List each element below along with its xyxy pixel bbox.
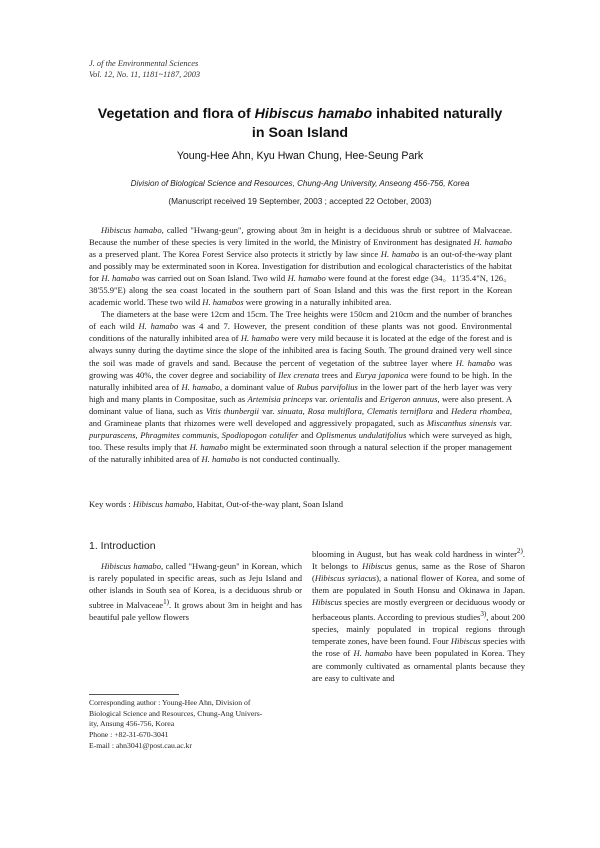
paper-title xyxy=(60,105,540,142)
section-heading-introduction: 1. Introduction xyxy=(89,540,156,552)
footnote-line: Biological Science and Resources, Chung-Ang Univers- xyxy=(89,708,263,718)
corresponding-author-footnote xyxy=(89,698,302,752)
keywords: Key words : Hibiscus hamabo, Habitat, Out-of-the-way plant, Soan Island xyxy=(89,499,343,509)
intro-paragraph-left: Hibiscus hamabo, called "Hwang-geun" in Korean, which is rarely populated in specific areas, such as Jeju Island and other islands in South sea of Korea, is a deciduous shrub or subtree in Malvaceae$^{1)}$. It grows about 3m in height and has beautiful pale yellow flowers xyxy=(89,561,303,623)
intro-paragraph-right: blooming in August, but has weak cold hardness in winter$^{2)}$. It belongs to Hibiscus genus, same as the Rose of Sharon (Hibiscus syriacus), a national flower of Korea, and some of them are populated in South Honsu and Okinawa in Japan. Hibiscus species are mostly evergreen or deciduous woody or herbaceous plants. According to previous studies$^{3)}$, about 200 species, mainly populated in tropical regions through temperate zones, have been found. Four Hibiscus species with the rose of H. hamabo have been populated in Korea. They are commonly cultivated as ornamental plants because they are easy to cultivate and xyxy=(312,547,525,683)
title-line2: in Soan Island xyxy=(251,124,349,141)
manuscript-dates: (Manuscript received 19 September, 2003 ; accepted 22 October, 2003) xyxy=(168,196,432,206)
footnote-phone: Phone : +82-31-670-3041 xyxy=(89,730,169,740)
journal-volume: Vol. 12, No. 11, 1181~1187, 2003 xyxy=(89,70,201,79)
affiliation: Division of Biological Science and Resources, Chung-Ang University, Anseong 456-756, Korea xyxy=(130,179,470,188)
journal-name: J. of the Environmental Sciences xyxy=(89,59,199,68)
left-column xyxy=(89,540,302,623)
title-prefix: Vegetation and flora of xyxy=(97,106,255,122)
right-column xyxy=(312,545,525,684)
footnote-divider xyxy=(89,694,179,695)
title-suffix: inhabited naturally xyxy=(372,106,503,122)
footnote-line: ity, Ansung 456-756, Korea xyxy=(89,719,175,729)
journal-header xyxy=(89,58,200,80)
footnote-line: Corresponding author : Young-Hee Ahn, Division of xyxy=(89,698,251,707)
title-species: Hibiscus hamabo xyxy=(254,106,373,122)
abstract: Hibiscus hamabo, called "Hwang-geun", growing about 3m in height is a deciduous shrub or subtree of Malvaceae. Because the number of these species is very limited in the world, the Ministry of Environment has designated H. hamabo as a preserved plant. The Korea Forest Service also protects it strictly by law since H. hamabo is an out-of-the-way plant and possibly may be exterminated soon in Korea. Investigation for distribution and ecological characteristics of the habitat for H. hamabo was carried out on Soan Island. Two wild H. hamabo were found at the forest edge (34。11'35.4"N, 126。38'55.9"E) along the sea coast located in the southern part of Soan Island and this was the first report in the Korean academic world. These two wild H. hamabos were growing in a naturally inhibited area. The diameters at the base were 12cm and 15cm. The Tree heights were 150cm and 210cm and the number of branches of each wild H. hamabo was 4 and 7. However, the present condition of these plants was not good. Environmental conditions of the naturally inhibited area of H. hamabo were very mild because it is located at the edge of the forest and is always sunny during the daytime since the slope of the inhibited area is facing South. The ground drained very well since the soil was made of gravels and sand. Because the percent of vegetation of the subtree layer where H. hamabo was growing was 40%, the cover degree and sociability of Ilex crenata trees and Eurya japonica were found to be high. In the naturally inhibited area of H. hamabo, a dominant value of Rubus parvifolius in the lower part of the herb layer was very high and many plants in Compositae, such as Artemisia princeps var. orientalis and Erigeron annuus, were also present. A dominant value of liana, such as Vitis thunbergii var. sinuata, Rosa multiflora, Clematis terniflora and Hedera rhombea, and Gramineae plants that rhizomes were well developed and aggressively propagated, such as Miscanthus sinensis var. purpurascens, Phragmites communis, Spodiopogon cotulifer and Oplismenus undulatifolius which were surveyed as high, too. These results imply that H. hamabo might be exterminated soon through a natural selection if the proper management of the naturally inhibited area of H. hamabo is not conducted continually. xyxy=(89,225,513,464)
author-list: Young-Hee Ahn, Kyu Hwan Chung, Hee-Seung Park xyxy=(176,150,424,162)
footnote-email: E-mail : ahn3041@post.cau.ac.kr xyxy=(89,740,192,750)
